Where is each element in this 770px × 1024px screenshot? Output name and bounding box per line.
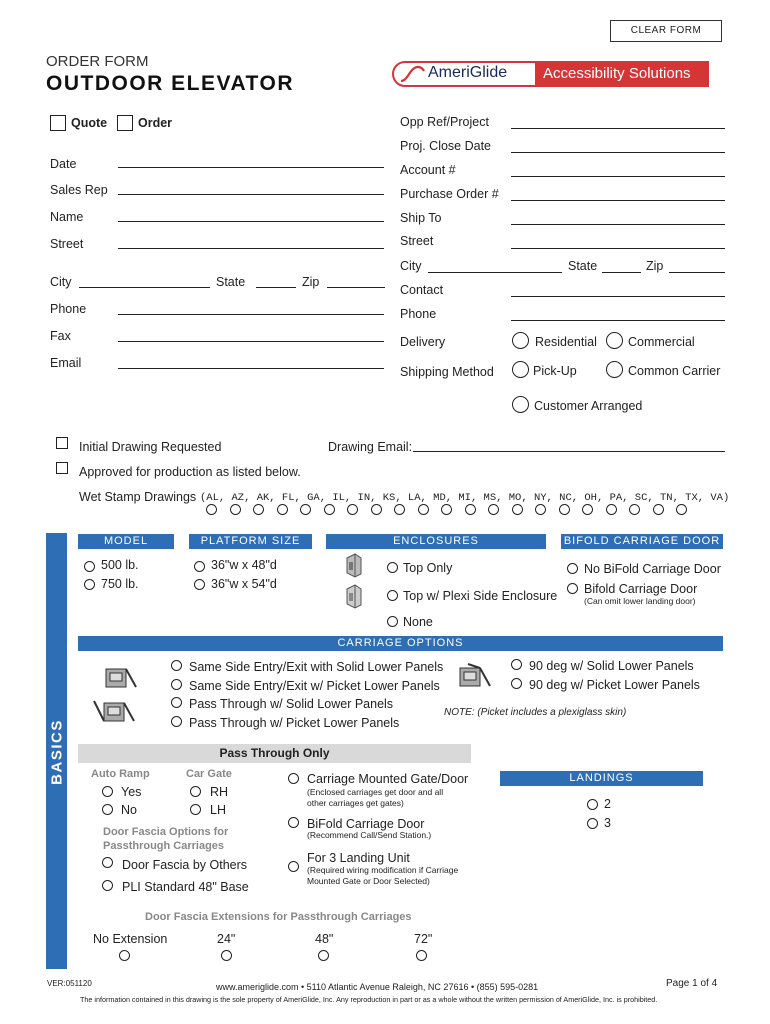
common-carrier-label: Common Carrier xyxy=(628,364,721,378)
car-gate-rh-label: RH xyxy=(210,785,229,799)
email-label: Email xyxy=(50,356,82,370)
no-bifold-radio[interactable] xyxy=(567,563,578,574)
gate-door-radio[interactable] xyxy=(288,773,299,784)
state-radio-mo[interactable] xyxy=(488,504,499,515)
brand-name: AmeriGlide xyxy=(428,64,508,81)
model-750-radio[interactable] xyxy=(84,579,95,590)
ship-zip-field[interactable] xyxy=(669,272,725,273)
enclosure-plexi-icon xyxy=(345,583,363,609)
city-field[interactable] xyxy=(79,287,210,288)
auto-ramp-no-label: No xyxy=(121,803,137,817)
approved-label: Approved for production as listed below. xyxy=(79,465,301,479)
shipping-method-label: Shipping Method xyxy=(400,365,494,379)
ext-none-label: No Extension xyxy=(93,932,168,946)
same-side-picket-label: Same Side Entry/Exit w/ Picket Lower Panels xyxy=(189,679,440,693)
initial-drawing-label: Initial Drawing Requested xyxy=(79,440,222,454)
state-radio-mi[interactable] xyxy=(441,504,452,515)
gate-door-label: Carriage Mounted Gate/Door xyxy=(307,772,469,786)
enclosure-plexi-label: Top w/ Plexi Side Enclosure xyxy=(403,589,558,603)
state-radio-il[interactable] xyxy=(324,504,335,515)
state-radio-sc[interactable] xyxy=(606,504,617,515)
page-title: OUTDOOR ELEVATOR xyxy=(46,72,295,95)
car-gate-lh-radio[interactable] xyxy=(190,804,201,815)
state-radio-al[interactable] xyxy=(206,504,217,515)
opp-ref-label: Opp Ref/Project xyxy=(400,115,489,129)
platform-48-label: 36"w x 48"d xyxy=(211,558,277,572)
quote-label: Quote xyxy=(71,116,108,130)
car-gate-lh-label: LH xyxy=(210,803,226,817)
model-500-label: 500 lb. xyxy=(101,558,139,572)
bifold-door-radio[interactable] xyxy=(288,817,299,828)
opp-ref-field[interactable] xyxy=(511,128,725,129)
carriage-options-header: CARRIAGE OPTIONS xyxy=(78,636,723,651)
quote-checkbox[interactable] xyxy=(50,115,66,131)
ninety-picket-radio[interactable] xyxy=(511,678,522,689)
three-landing-note: (Required wiring modification if Carriage Mounted Gate or Door Selected) xyxy=(307,865,459,886)
same-side-solid-radio[interactable] xyxy=(171,660,182,671)
model-header: MODEL xyxy=(78,534,174,549)
ext-48-radio[interactable] xyxy=(318,950,329,961)
po-field[interactable] xyxy=(511,200,725,201)
state-radio-ga[interactable] xyxy=(300,504,311,515)
pickup-label: Pick-Up xyxy=(533,364,577,378)
state-field[interactable] xyxy=(256,287,296,288)
bifold-label: Bifold Carriage Door xyxy=(584,582,698,596)
name-label: Name xyxy=(50,210,84,224)
state-radio-va[interactable] xyxy=(676,504,687,515)
three-landing-label: For 3 Landing Unit xyxy=(307,851,410,865)
brand-tagline: Accessibility Solutions xyxy=(543,65,691,82)
bifold-door-note: (Recommend Call/Send Station.) xyxy=(307,830,432,840)
state-radio-oh[interactable] xyxy=(559,504,570,515)
ship-city-label: City xyxy=(400,259,422,273)
fascia-others-radio[interactable] xyxy=(102,857,113,868)
order-checkbox[interactable] xyxy=(117,115,133,131)
ship-phone-field[interactable] xyxy=(511,320,725,321)
ext-24-radio[interactable] xyxy=(221,950,232,961)
account-field[interactable] xyxy=(511,176,725,177)
state-label: State xyxy=(216,275,246,289)
car-gate-label: Car Gate xyxy=(186,768,232,780)
fascia-options-title-2: Passthrough Carriages xyxy=(103,840,225,852)
ninety-solid-radio[interactable] xyxy=(511,659,522,670)
drawing-email-field[interactable] xyxy=(413,451,725,452)
fascia-base-radio[interactable] xyxy=(102,880,113,891)
ext-24-label: 24" xyxy=(217,932,236,946)
landings-header: LANDINGS xyxy=(500,771,703,786)
platform-header: PLATFORM SIZE xyxy=(189,534,312,549)
auto-ramp-no-radio[interactable] xyxy=(102,804,113,815)
approved-checkbox[interactable] xyxy=(56,462,68,474)
commercial-label: Commercial xyxy=(628,335,695,349)
state-radio-in[interactable] xyxy=(347,504,358,515)
fascia-base-label: PLI Standard 48" Base xyxy=(122,880,249,894)
state-radio-az[interactable] xyxy=(230,504,241,515)
state-radio-md[interactable] xyxy=(418,504,429,515)
state-radio-ms[interactable] xyxy=(465,504,476,515)
fax-field[interactable] xyxy=(118,341,384,342)
state-radio-fl[interactable] xyxy=(277,504,288,515)
ameriglide-logo xyxy=(392,61,712,87)
zip-label: Zip xyxy=(302,275,320,289)
platform-48-radio[interactable] xyxy=(194,561,205,572)
wet-stamp-states: (AL, AZ, AK, FL, GA, IL, IN, KS, LA, MD, MI, MS, MO, NY, NC, OH, PA, SC, TN, TX, VA) xyxy=(200,492,730,504)
basics-sidebar-label: BASICS xyxy=(48,719,66,785)
ship-to-label: Ship To xyxy=(400,211,442,225)
sales-rep-field[interactable] xyxy=(118,194,384,195)
same-side-solid-label: Same Side Entry/Exit with Solid Lower Panels xyxy=(189,660,444,674)
ship-to-field[interactable] xyxy=(511,224,725,225)
residential-label: Residential xyxy=(535,335,597,349)
close-date-label: Proj. Close Date xyxy=(400,139,492,153)
drawing-email-label: Drawing Email: xyxy=(328,440,413,454)
version-label: VER:051120 xyxy=(47,979,92,988)
order-form-label: ORDER FORM xyxy=(46,53,149,70)
account-label: Account # xyxy=(400,163,456,177)
same-side-picket-radio[interactable] xyxy=(171,679,182,690)
ship-state-label: State xyxy=(568,259,598,273)
enclosure-top-label: Top Only xyxy=(403,561,453,575)
landings-2-label: 2 xyxy=(604,797,611,811)
bifold-door-label: BiFold Carriage Door xyxy=(307,817,425,831)
street-label: Street xyxy=(50,237,84,251)
initial-drawing-checkbox[interactable] xyxy=(56,437,68,449)
pass-through-solid-radio[interactable] xyxy=(171,697,182,708)
platform-54-radio[interactable] xyxy=(194,579,205,590)
pickup-radio[interactable] xyxy=(512,361,529,378)
state-radio-tn[interactable] xyxy=(629,504,640,515)
phone-field[interactable] xyxy=(118,314,384,315)
fascia-others-label: Door Fascia by Others xyxy=(122,858,248,872)
enclosure-none-radio[interactable] xyxy=(387,616,398,627)
ship-street-label: Street xyxy=(400,234,434,248)
enclosure-top-icon xyxy=(345,552,363,578)
zip-field[interactable] xyxy=(327,287,385,288)
ext-72-label: 72" xyxy=(414,932,433,946)
footer-address: www.ameriglide.com • 5110 Atlantic Avenue Raleigh, NC 27616 • (855) 595-0281 xyxy=(216,982,539,992)
swoosh-icon xyxy=(398,61,428,87)
platform-54-label: 36"w x 54"d xyxy=(211,577,277,591)
gate-door-note: (Enclosed carriages get door and all other carriages get gates) xyxy=(307,787,444,808)
date-field[interactable] xyxy=(118,167,384,168)
city-label: City xyxy=(50,275,72,289)
landings-3-label: 3 xyxy=(604,816,611,830)
page-number: Page 1 of 4 xyxy=(666,978,718,989)
phone-label: Phone xyxy=(50,302,87,316)
contact-label: Contact xyxy=(400,283,444,297)
order-label: Order xyxy=(138,116,173,130)
fascia-extensions-title: Door Fascia Extensions for Passthrough Carriages xyxy=(145,911,412,923)
auto-ramp-yes-label: Yes xyxy=(121,785,142,799)
enclosure-none-label: None xyxy=(403,615,433,629)
commercial-radio[interactable] xyxy=(606,332,623,349)
street-field[interactable] xyxy=(118,248,384,249)
pass-through-solid-label: Pass Through w/ Solid Lower Panels xyxy=(189,697,394,711)
ext-48-label: 48" xyxy=(315,932,334,946)
ext-72-radio[interactable] xyxy=(416,950,427,961)
enclosure-top-radio[interactable] xyxy=(387,562,398,573)
ship-phone-label: Phone xyxy=(400,307,437,321)
delivery-label: Delivery xyxy=(400,335,446,349)
state-radio-ak[interactable] xyxy=(253,504,264,515)
sales-rep-label: Sales Rep xyxy=(50,183,108,197)
bifold-header: BIFOLD CARRIAGE DOOR xyxy=(561,534,723,549)
fax-label: Fax xyxy=(50,329,71,343)
state-radio-la[interactable] xyxy=(394,504,405,515)
ship-zip-label: Zip xyxy=(646,259,664,273)
ship-state-field[interactable] xyxy=(602,272,641,273)
landings-3-radio[interactable] xyxy=(587,818,598,829)
pass-through-picket-radio[interactable] xyxy=(171,716,182,727)
ship-city-field[interactable] xyxy=(428,272,562,273)
state-radio-pa[interactable] xyxy=(582,504,593,515)
date-label: Date xyxy=(50,157,77,171)
residential-radio[interactable] xyxy=(512,332,529,349)
auto-ramp-yes-radio[interactable] xyxy=(102,786,113,797)
bifold-radio[interactable] xyxy=(567,583,578,594)
clear-form-button[interactable]: CLEAR FORM xyxy=(610,20,722,42)
email-field[interactable] xyxy=(118,368,384,369)
carriage-note: NOTE: (Picket includes a plexiglass skin) xyxy=(444,707,627,718)
state-radio-tx[interactable] xyxy=(653,504,664,515)
contact-field[interactable] xyxy=(511,296,725,297)
landings-2-radio[interactable] xyxy=(587,799,598,810)
model-750-label: 750 lb. xyxy=(101,577,139,591)
ninety-degree-carriage-icon xyxy=(458,662,498,690)
customer-arranged-label: Customer Arranged xyxy=(534,399,643,413)
common-carrier-radio[interactable] xyxy=(606,361,623,378)
enclosures-header: ENCLOSURES xyxy=(326,534,546,549)
enclosure-plexi-radio[interactable] xyxy=(387,590,398,601)
ninety-picket-label: 90 deg w/ Picket Lower Panels xyxy=(529,678,700,692)
ninety-solid-label: 90 deg w/ Solid Lower Panels xyxy=(529,659,694,673)
same-side-carriage-icon xyxy=(100,663,140,691)
wet-stamp-label: Wet Stamp Drawings xyxy=(79,490,197,504)
no-bifold-label: No BiFold Carriage Door xyxy=(584,562,721,576)
close-date-field[interactable] xyxy=(511,152,725,153)
auto-ramp-label: Auto Ramp xyxy=(91,768,150,780)
bifold-note: (Can omit lower landing door) xyxy=(584,596,696,606)
pass-through-title: Pass Through Only xyxy=(219,746,330,760)
po-label: Purchase Order # xyxy=(400,187,499,201)
ship-street-field[interactable] xyxy=(511,248,725,249)
customer-arranged-radio[interactable] xyxy=(512,396,529,413)
pass-through-picket-label: Pass Through w/ Picket Lower Panels xyxy=(189,716,400,730)
pass-through-carriage-icon xyxy=(92,697,136,725)
model-500-radio[interactable] xyxy=(84,561,95,572)
state-radio-ks[interactable] xyxy=(371,504,382,515)
name-field[interactable] xyxy=(118,221,384,222)
state-radio-nc[interactable] xyxy=(535,504,546,515)
three-landing-radio[interactable] xyxy=(288,861,299,872)
state-radio-ny[interactable] xyxy=(512,504,523,515)
footer-disclaimer: The information contained in this drawing is the sole property of AmeriGlide, Inc. Any reproduction in part or as a whole without the written permission of AmeriGlide, Inc. is prohibited. xyxy=(80,995,658,1004)
ext-none-radio[interactable] xyxy=(119,950,130,961)
fascia-options-title-1: Door Fascia Options for xyxy=(103,826,229,838)
car-gate-rh-radio[interactable] xyxy=(190,786,201,797)
